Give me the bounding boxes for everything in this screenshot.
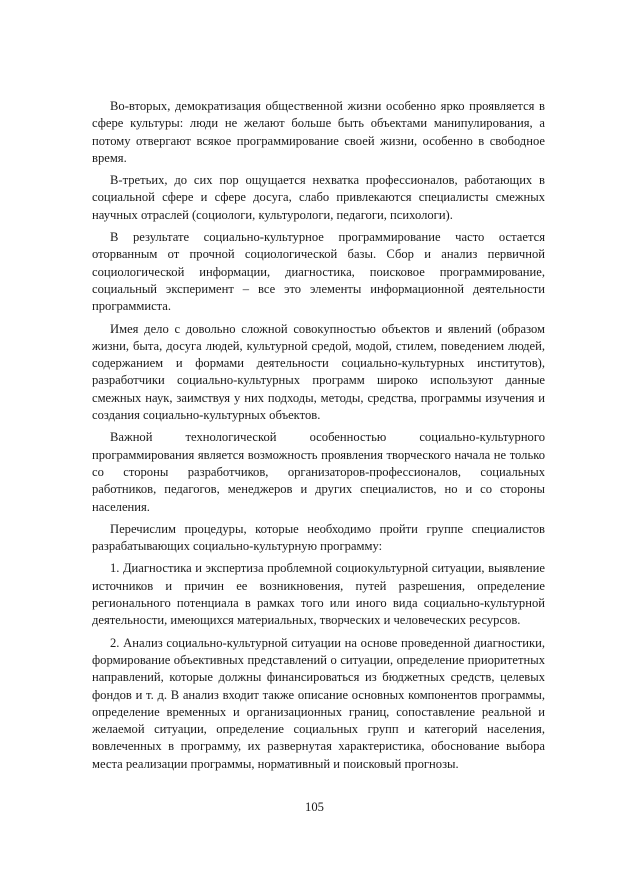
paragraph-4: Имея дело с довольно сложной совокупностью объектов и явлений (образом жизни, быта, досуга людей, культурной средой, модой, стилем, поведением людей, содержанием и формами деятельности социально-культурных институтов), разработчики социально-культурных программ широко используют данные смежных наук, заимствуя у них подходы, методы, средства, программы изучения и создания социально-культурных объектов. (92, 321, 545, 423)
paragraph-6: Перечислим процедуры, которые необходимо пройти группе специалистов разрабатывающих социально-культурную программу: (92, 521, 545, 554)
list-item-2: 2. Анализ социально-культурной ситуации на основе проведенной диагностики, формирование объективных представлений о ситуации, определение приоритетных направлений, которые должны финансироваться из бюджетных средств, целевых фондов и т. д. В анализ входит также описание основных компонентов программы, определение временных и организационных границ, сопоставление реальной и желаемой ситуации, определение социальных групп и категорий населения, вовлеченных в программу, их развернутая характеристика, обоснование выбора места реализации программы, нормативный и поисковый прогнозы. (92, 635, 545, 771)
list-item-1: 1. Диагностика и экспертиза проблемной социокультурной ситуации, выявление источников и причин ее возникновения, путей разрешения, определение регионального потенциала в рамках того или иного вида социально-культурной деятельности, имеющихся материальных, творческих и человеческих ресурсов. (92, 561, 545, 628)
paragraph-5: Важной технологической особенностью социально-культурного программирования является возможность проявления творческого начала не только со стороны разработчиков, организаторов-профессионалов, социальных работников, педагогов, менеджеров и других специалистов, но и со стороны населения. (92, 430, 545, 514)
paragraph-2: В-третьих, до сих пор ощущается нехватка профессионалов, работающих в социальной сфере и сфере досуга, слабо привлекаются специалисты смежных научных отраслей (социологи, культурологи, педагоги, психологи). (92, 173, 545, 222)
page-number: 105 (305, 800, 324, 814)
paragraph-1: Во-вторых, демократизация общественной жизни особенно ярко проявляется в сфере культуры: люди не желают больше быть объектами манипулирования, а потому отвергают всякое программирование своей жизни, особенно в свободное время. (92, 99, 545, 165)
body-text (92, 98, 545, 778)
paragraph-3: В результате социально-культурное программирование часто остается оторванным от прочной социологической базы. Сбор и анализ первичной социологической информации, диагностика, поисковое программирование, социальный эксперимент – все это элементы информационной деятельности программиста. (92, 230, 545, 314)
